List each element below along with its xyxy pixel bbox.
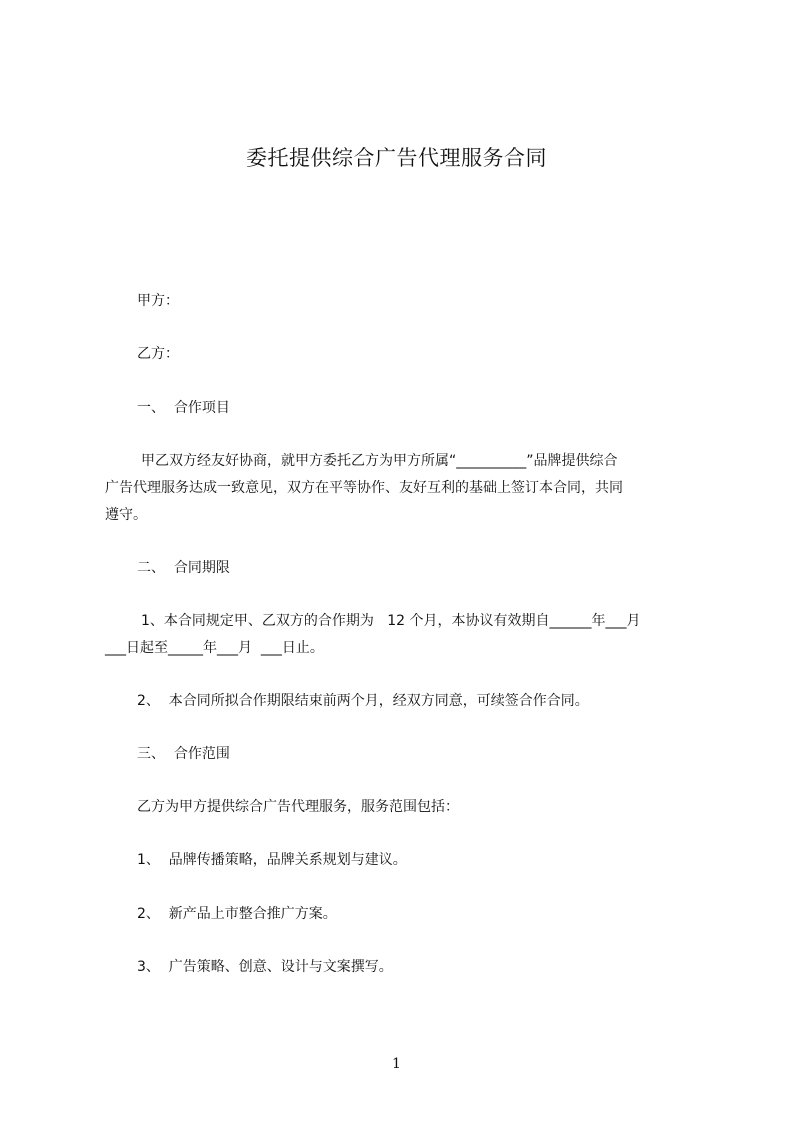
section-2-item-1-line-2: ___日起至_____年___月 ___日止。 xyxy=(105,640,324,656)
party-b-label: 乙方： xyxy=(137,346,179,362)
section-3-heading: 三、 合作范围 xyxy=(137,746,230,762)
party-a-label: 甲方： xyxy=(137,293,179,309)
section-3-item-1: 1、 品牌传播策略，品牌关系规划与建议。 xyxy=(137,852,407,868)
section-1-paragraph-line-1: 甲乙双方经友好协商，就甲方委托乙方为甲方所属“__________”品牌提供综合 xyxy=(141,453,618,469)
section-1-heading: 一、 合作项目 xyxy=(137,400,230,416)
document-title: 委托提供综合广告代理服务合同 xyxy=(246,146,547,170)
section-3-item-3: 3、 广告策略、创意、设计与文案撰写。 xyxy=(137,959,393,975)
page-number: 1 xyxy=(392,1056,401,1072)
section-1-paragraph-line-3: 遵守。 xyxy=(105,507,147,523)
section-1-paragraph-line-2: 广告代理服务达成一致意见，双方在平等协作、友好互利的基础上签订本合同，共同 xyxy=(105,480,623,496)
section-2-item-2: 2、 本合同所拟合作期限结束前两个月，经双方同意，可续签合作合同。 xyxy=(137,693,589,709)
section-2-heading: 二、 合同期限 xyxy=(137,560,230,576)
section-2-item-1-line-1: 1、本合同规定甲、乙双方的合作期为 12 个月，本协议有效期自______年___月 xyxy=(141,613,641,629)
section-3-item-2: 2、 新产品上市整合推广方案。 xyxy=(137,906,337,922)
section-3-intro: 乙方为甲方提供综合广告代理服务，服务范围包括： xyxy=(137,799,459,815)
